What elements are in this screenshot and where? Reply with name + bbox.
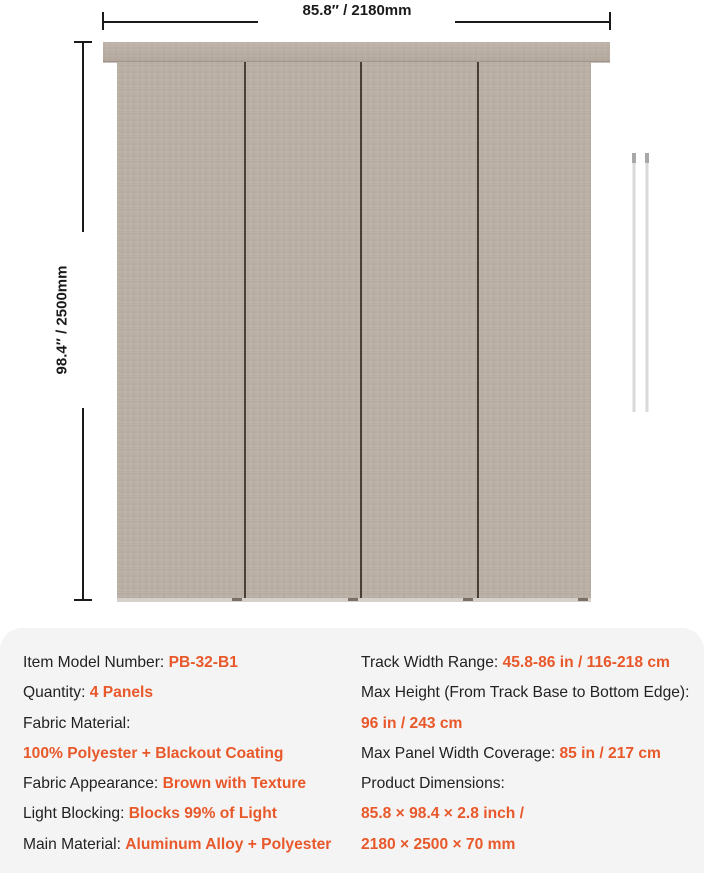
spec-dimensions-label: Product Dimensions: <box>361 775 505 793</box>
fabric-panel-2 <box>245 62 361 600</box>
spec-max-height-label: Max Height (From Track Base to Bottom Edge): <box>361 684 690 702</box>
spec-fabric-material-label: Fabric Material: <box>23 714 131 732</box>
spec-fabric-material-value: 100% Polyester + Blackout Coating <box>23 744 284 762</box>
specs-right-column <box>361 648 689 860</box>
specs-left-column <box>23 648 331 860</box>
spec-quantity: Quantity: 4 Panels <box>23 684 154 702</box>
header-rail <box>103 42 610 62</box>
spec-track-width: Track Width Range: 45.8-86 in / 116-218 cm <box>361 654 670 671</box>
control-wands <box>632 153 649 412</box>
spec-light-blocking: Light Blocking: Blocks 99% of Light <box>23 805 277 823</box>
specifications-panel <box>0 628 704 873</box>
fabric-panel-1 <box>117 62 245 600</box>
fabric-panel-3 <box>361 62 478 600</box>
fabric-panel-4 <box>478 62 591 600</box>
fabric-panels <box>117 62 591 602</box>
spec-main-material: Main Material: Aluminum Alloy + Polyester <box>23 835 332 853</box>
width-dimension-label: 85.8″ / 2180mm <box>302 2 412 19</box>
spec-appearance: Fabric Appearance: Brown with Texture <box>23 775 307 793</box>
height-dimension-label: 98.4″ / 2500mm <box>53 265 71 375</box>
spec-dimensions-value-mm: 2180 × 2500 × 70 mm <box>361 835 516 853</box>
height-dimension-line <box>74 42 92 600</box>
spec-model: Item Model Number: PB-32-B1 <box>23 654 238 671</box>
spec-coverage: Max Panel Width Coverage: 85 in / 217 cm <box>361 744 661 762</box>
spec-dimensions-value-inch: 85.8 × 98.4 × 2.8 inch / <box>361 805 524 823</box>
spec-max-height-value: 96 in / 243 cm <box>361 714 463 732</box>
